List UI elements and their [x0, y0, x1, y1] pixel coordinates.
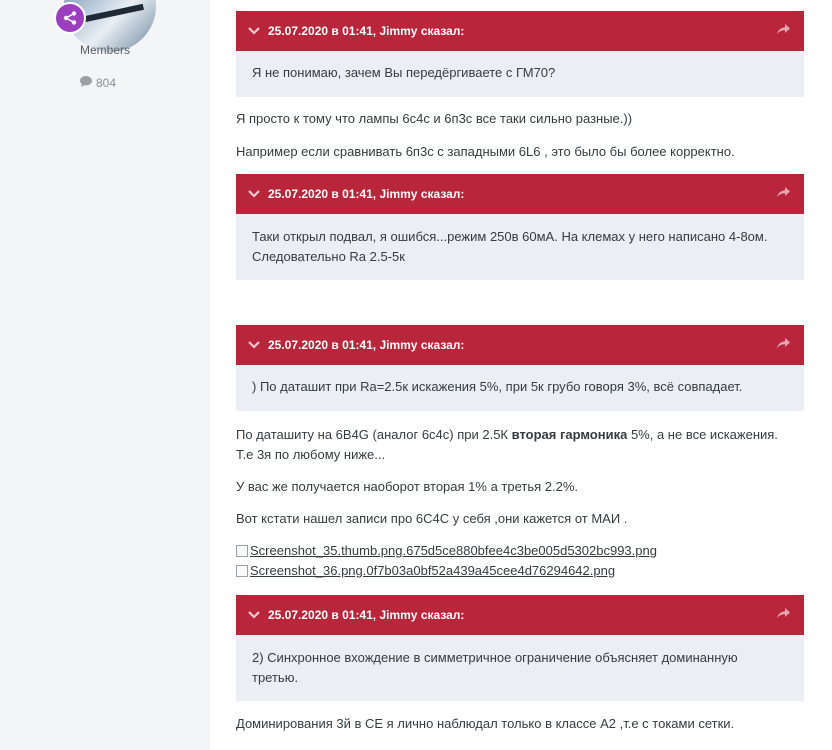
quote-text: ) По даташит при Ra=2.5к искажения 5%, при 5к грубо говоря 3%, всё совпадает.	[252, 379, 743, 394]
post-paragraph	[236, 425, 804, 465]
attachment-image-link[interactable]	[236, 563, 615, 578]
share-icon[interactable]	[777, 187, 790, 201]
author-column	[0, 0, 210, 750]
quote-body	[236, 51, 804, 97]
text-span: Т.е 3я по любому ниже...	[236, 447, 386, 462]
post-paragraph: Я просто к тому что лампы 6с4с и 6п3с все таки сильно разные.))	[236, 111, 633, 126]
quote-body	[236, 214, 804, 280]
quote-text-line: 2) Синхронное вхождение в симметричное ограничение объясняет доминанную	[252, 650, 738, 665]
quote-text: Я не понимаю, зачем Вы передёргиваете с ГМ70?	[252, 65, 556, 80]
chevron-down-icon[interactable]	[248, 341, 260, 349]
text-span: По даташиту на 6В4G (аналог 6с4с) при 2.5К	[236, 427, 512, 442]
quote-block	[236, 595, 804, 701]
post-paragraph: У вас же получается наоборот вторая 1% а третья 2.2%.	[236, 479, 579, 494]
post-paragraph: Доминирования 3й в СЕ я лично наблюдал только в классе А2 ,т.е с токами сетки.	[236, 716, 735, 731]
group-badge-icon	[54, 2, 86, 34]
quote-block	[236, 174, 804, 280]
chevron-down-icon[interactable]	[248, 27, 260, 35]
quote-body	[236, 635, 804, 701]
quote-citation[interactable]: 25.07.2020 в 01:41, Jimmy сказал:	[268, 187, 465, 201]
quote-text-line: третью.	[252, 670, 299, 685]
chevron-down-icon[interactable]	[248, 611, 260, 619]
quote-header[interactable]	[236, 325, 804, 365]
share-icon[interactable]	[777, 608, 790, 622]
quote-header[interactable]	[236, 595, 804, 635]
attachment-image-link[interactable]	[236, 543, 657, 558]
share-icon[interactable]	[777, 338, 790, 352]
post-count	[80, 76, 116, 90]
image-alt-text[interactable]: Screenshot_36.png.0f7b03a0bf52a439a45cee4d76294642.png	[250, 563, 616, 578]
post-count-value: 804	[96, 76, 117, 90]
broken-image-icon	[236, 545, 248, 557]
quote-text-line: Таки открыл подвал, я ошибся...режим 250в 60мА. На клемах у него написано 4-8ом.	[252, 229, 768, 244]
bold-text: вторая гармоника	[511, 427, 628, 442]
chevron-down-icon[interactable]	[248, 190, 260, 198]
quote-citation[interactable]: 25.07.2020 в 01:41, Jimmy сказал:	[268, 608, 465, 622]
group-title: Members	[79, 43, 130, 57]
post-paragraph: Например если сравнивать 6п3с с западными 6L6 , это было бы более корректно.	[236, 144, 735, 159]
quote-header[interactable]	[236, 174, 804, 214]
quote-header[interactable]	[236, 11, 804, 51]
share-icon[interactable]	[777, 24, 790, 38]
quote-block	[236, 11, 804, 97]
quote-citation[interactable]: 25.07.2020 в 01:41, Jimmy сказал:	[268, 338, 465, 352]
image-alt-text[interactable]: Screenshot_35.thumb.png.675d5ce880bfee4c3be005d5302bc993.png	[250, 543, 657, 558]
quote-body	[236, 365, 804, 411]
quote-block	[236, 325, 804, 411]
quote-citation[interactable]: 25.07.2020 в 01:41, Jimmy сказал:	[268, 24, 465, 38]
post-paragraph: Вот кстати нашел записи про 6С4С у себя ,они кажется от МАИ .	[236, 511, 628, 526]
broken-image-icon	[236, 565, 248, 577]
comment-icon	[80, 76, 92, 90]
quote-text-line: Следовательно Ra 2.5-5к	[252, 249, 405, 264]
text-span: 5%, а не все искажения.	[627, 427, 778, 442]
